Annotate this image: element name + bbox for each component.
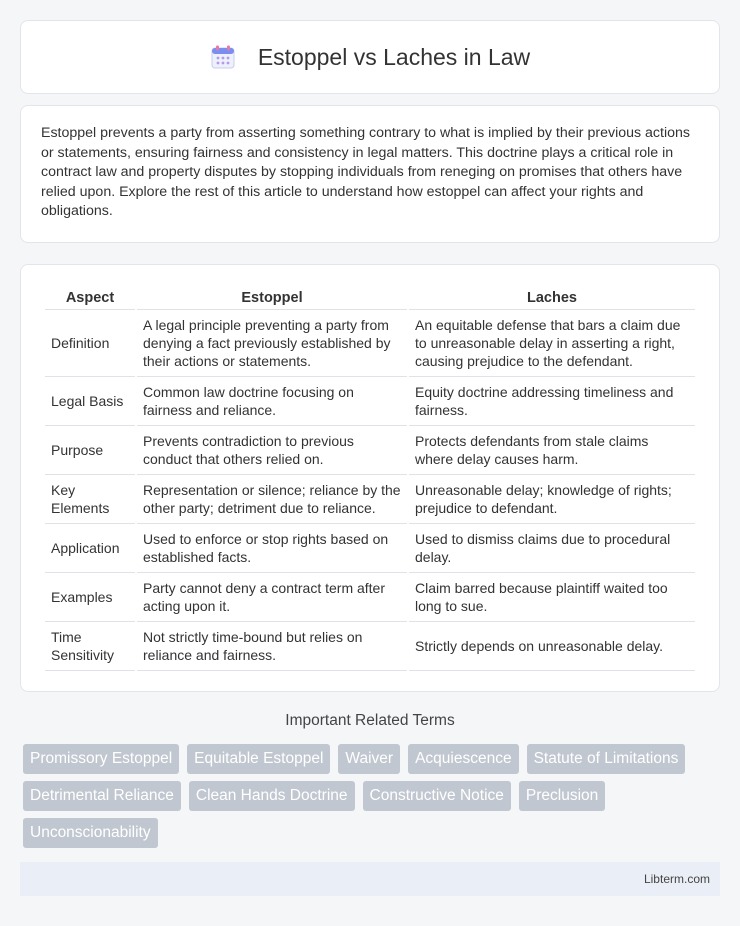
header-laches: Laches — [409, 283, 695, 310]
tag-clean-hands-doctrine[interactable]: Clean Hands Doctrine — [189, 781, 355, 811]
table-row — [45, 622, 695, 671]
laches-cell: Used to dismiss claims due to procedural delay. — [409, 524, 695, 573]
laches-cell: Protects defendants from stale claims where delay causes harm. — [409, 426, 695, 475]
table-row — [45, 426, 695, 475]
comparison-card — [20, 264, 720, 692]
related-terms-title: Important Related Terms — [285, 712, 455, 729]
table-row — [45, 573, 695, 622]
estoppel-cell: Not strictly time-bound but relies on reliance and fairness. — [137, 622, 407, 671]
laches-cell: Strictly depends on unreasonable delay. — [409, 622, 695, 671]
intro-card — [20, 105, 720, 243]
estoppel-cell: Prevents contradiction to previous conduct that others relied on. — [137, 426, 407, 475]
tag-acquiescence[interactable]: Acquiescence — [408, 744, 519, 774]
aspect-cell: Time Sensitivity — [45, 622, 135, 671]
aspect-cell: Definition — [45, 310, 135, 377]
footer-site-link[interactable]: Libterm.com — [643, 872, 710, 886]
tag-statute-of-limitations[interactable]: Statute of Limitations — [527, 744, 686, 774]
tag-promissory-estoppel[interactable]: Promissory Estoppel — [23, 744, 179, 774]
tag-constructive-notice[interactable]: Constructive Notice — [363, 781, 511, 811]
tag-unconscionability[interactable]: Unconscionability — [23, 818, 158, 848]
page-title: Estoppel vs Laches in Law — [257, 43, 531, 70]
estoppel-cell: A legal principle preventing a party from denying a fact previously established by their actions or statements. — [137, 310, 407, 377]
laches-cell: An equitable defense that bars a claim due to unreasonable delay in asserting a right, causing prejudice to the defendant. — [409, 310, 695, 377]
aspect-cell: Legal Basis — [45, 377, 135, 426]
tag-detrimental-reliance[interactable]: Detrimental Reliance — [23, 781, 181, 811]
comparison-table — [43, 283, 697, 671]
estoppel-cell: Used to enforce or stop rights based on established facts. — [137, 524, 407, 573]
table-row — [45, 377, 695, 426]
laches-cell: Unreasonable delay; knowledge of rights; prejudice to defendant. — [409, 475, 695, 524]
tag-preclusion[interactable]: Preclusion — [519, 781, 605, 811]
laches-cell: Equity doctrine addressing timeliness and fairness. — [409, 377, 695, 426]
tag-equitable-estoppel[interactable]: Equitable Estoppel — [187, 744, 330, 774]
estoppel-cell: Representation or silence; reliance by the other party; detriment due to reliance. — [137, 475, 407, 524]
table-row — [45, 475, 695, 524]
tag-waiver[interactable]: Waiver — [338, 744, 400, 774]
aspect-cell: Purpose — [45, 426, 135, 475]
laches-cell: Claim barred because plaintiff waited too long to sue. — [409, 573, 695, 622]
estoppel-cell: Common law doctrine focusing on fairness and reliance. — [137, 377, 407, 426]
header-aspect: Aspect — [45, 283, 135, 310]
aspect-cell: Key Elements — [45, 475, 135, 524]
table-header-row — [45, 283, 695, 310]
aspect-cell: Application — [45, 524, 135, 573]
intro-paragraph: Estoppel prevents a party from asserting something contrary to what is implied by their previous actions or statements, ensuring fairness and consistency in legal matters. This doctrine plays a critical role in contract law and property disputes by stopping individuals from reneging on promises that others have relied upon. Explore the rest of this article to understand how estoppel can affect your rights and obligations. — [41, 125, 690, 219]
table-row — [45, 310, 695, 377]
aspect-cell: Examples — [45, 573, 135, 622]
footer — [20, 862, 720, 896]
related-terms-list — [23, 744, 723, 848]
calendar-icon — [210, 44, 236, 70]
estoppel-cell: Party cannot deny a contract term after acting upon it. — [137, 573, 407, 622]
table-row — [45, 524, 695, 573]
header-card — [20, 20, 720, 94]
header-estoppel: Estoppel — [137, 283, 407, 310]
